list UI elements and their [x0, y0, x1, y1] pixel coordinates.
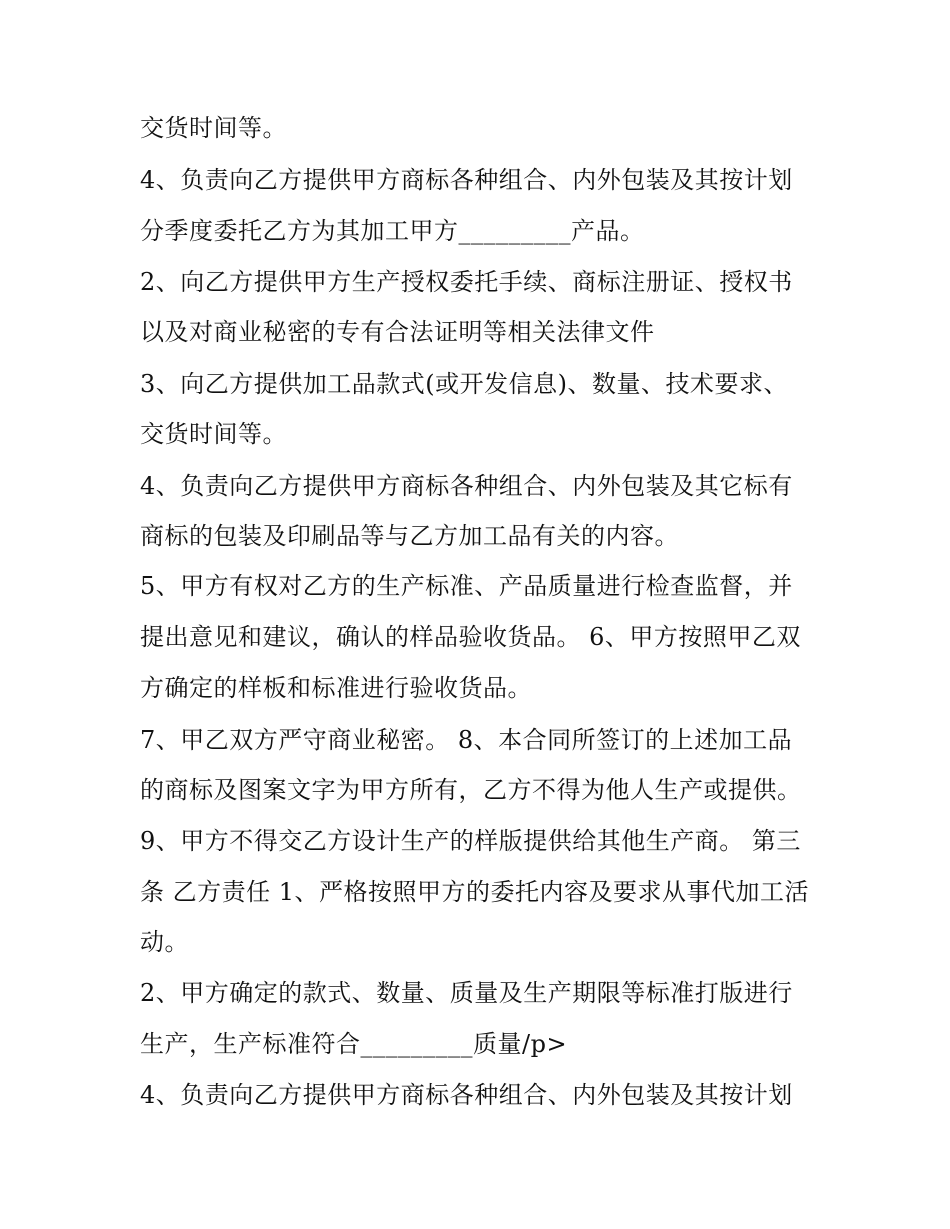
text-line: 4、负责向乙方提供甲方商标各种组合、内外包装及其按计划 — [140, 166, 793, 194]
text-line: 条 乙方责任 1、严格按照甲方的委托内容及要求从事代加工活 — [140, 878, 810, 906]
text-line: 交货时间等。 — [140, 420, 287, 448]
text-line: 4、负责向乙方提供甲方商标各种组合、内外包装及其按计划 — [140, 1081, 793, 1109]
text-line: 2、向乙方提供甲方生产授权委托手续、商标注册证、授权书 — [140, 268, 793, 296]
text-line: 方确定的样板和标准进行验收货品。 — [140, 674, 532, 702]
text-line: 2、甲方确定的款式、数量、质量及生产期限等标准打版进行 — [140, 979, 793, 1007]
text-line: 分季度委托乙方为其加工甲方_________产品。 — [140, 217, 645, 245]
text-line: 的商标及图案文字为甲方所有，乙方不得为他人生产或提供。 — [140, 776, 802, 804]
text-line: 生产，生产标准符合_________质量/p> — [140, 1030, 568, 1058]
text-line: 商标的包装及印刷品等与乙方加工品有关的内容。 — [140, 522, 679, 550]
text-line: 提出意见和建议，确认的样品验收货品。 6、甲方按照甲乙双 — [140, 623, 801, 651]
text-line: 3、向乙方提供加工品款式(或开发信息)、数量、技术要求、 — [140, 370, 788, 398]
text-line: 5、甲方有权对乙方的生产标准、产品质量进行检查监督，并 — [140, 572, 793, 600]
text-line: 交货时间等。 — [140, 114, 287, 142]
text-line: 7、甲乙双方严守商业秘密。 8、本合同所签订的上述加工品 — [140, 726, 793, 754]
text-line: 动。 — [140, 928, 189, 956]
text-line: 以及对商业秘密的专有合法证明等相关法律文件 — [140, 318, 655, 346]
text-line: 9、甲方不得交乙方设计生产的样版提供给其他生产商。 第三 — [140, 827, 801, 855]
text-line: 4、负责向乙方提供甲方商标各种组合、内外包装及其它标有 — [140, 472, 793, 500]
